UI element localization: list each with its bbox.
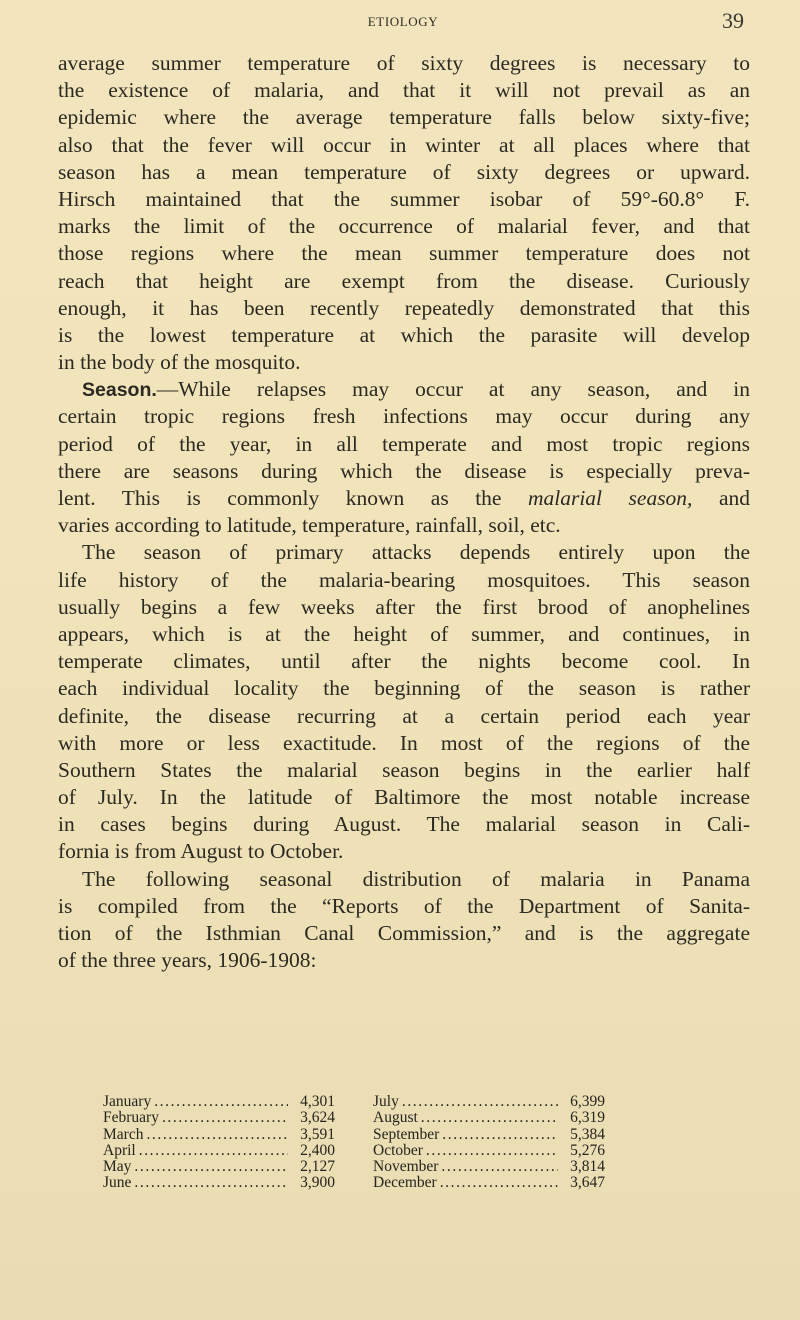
table-column-right [373, 1094, 605, 1192]
table-row [373, 1127, 605, 1143]
dot-leader [440, 1175, 558, 1191]
month-label: April [103, 1141, 136, 1159]
dot-leader [134, 1159, 288, 1175]
text-fragment: and [692, 486, 750, 510]
table-row [103, 1094, 335, 1110]
text-line: Hirsch maintained that the summer isobar of 59°-60.8° F. [58, 186, 750, 211]
table-row [103, 1159, 335, 1175]
case-count: 6,399 [570, 1093, 605, 1110]
text-line: appears, which is at the height of summer, and continues, in [58, 621, 750, 646]
dot-leader [146, 1127, 288, 1143]
case-count: 3,624 [300, 1109, 335, 1127]
text-line: fornia is from August to October. [58, 839, 344, 864]
table-row [373, 1094, 605, 1110]
text-line: definite, the disease recurring at a certain period each year [58, 703, 750, 728]
text-line: season has a mean temperature of sixty degrees or upward. [58, 159, 750, 184]
dot-leader [139, 1143, 288, 1159]
case-count: 3,591 [300, 1125, 335, 1143]
table-row [373, 1110, 605, 1126]
case-count: 5,276 [570, 1141, 605, 1159]
text-line: also that the fever will occur in winter at all places where that [58, 132, 750, 157]
month-label: September [373, 1125, 440, 1143]
case-count: 5,384 [570, 1125, 605, 1143]
dot-leader [162, 1110, 288, 1126]
text-line: varies according to latitude, temperature, rainfall, soil, etc. [58, 513, 561, 538]
dot-leader [421, 1110, 558, 1126]
month-label: July [373, 1093, 399, 1110]
case-count: 3,900 [300, 1174, 335, 1192]
text-line: reach that height are exempt from the disease. Curiously [58, 268, 750, 293]
body-text [58, 50, 750, 974]
running-title: ETIOLOGY [367, 14, 439, 29]
table-column-left [103, 1094, 335, 1192]
italic-term: malarial season, [527, 486, 693, 510]
table-row [103, 1143, 335, 1159]
table-row [103, 1127, 335, 1143]
table-row [373, 1159, 605, 1175]
text-line: The season of primary attacks depends entirely upon the [82, 540, 750, 565]
case-count: 3,647 [570, 1174, 605, 1192]
text-line: of July. In the latitude of Baltimore the most notable increase [58, 785, 750, 810]
text-line [58, 485, 750, 512]
case-count: 6,319 [570, 1109, 605, 1127]
dot-leader [134, 1175, 288, 1191]
text-line: each individual locality the beginning of the season is rather [58, 676, 750, 701]
dot-leader [442, 1127, 558, 1143]
text-line: tion of the Isthmian Canal Commission,” and is the aggregate [58, 921, 750, 945]
dot-leader [154, 1094, 288, 1110]
text-line: there are seasons during which the disease is especially preva- [58, 458, 750, 483]
text-line: is compiled from the “Reports of the Department of Sanita- [58, 893, 750, 918]
text-line: of the three years, 1906-1908: [58, 948, 317, 973]
dot-leader [441, 1159, 558, 1175]
month-label: May [103, 1158, 132, 1176]
month-label: November [373, 1158, 439, 1176]
case-count: 4,301 [300, 1093, 335, 1110]
text-line: in the body of the mosquito. [58, 350, 301, 375]
text-line: period of the year, in all temperate and most tropic regions [58, 431, 750, 456]
text-line: marks the limit of the occurrence of malarial fever, and that [58, 214, 750, 239]
text-line: usually begins a few weeks after the first brood of anophelines [58, 594, 750, 619]
text-line: those regions where the mean summer temperature does not [58, 241, 750, 266]
table-row [103, 1110, 335, 1126]
text-line: in cases begins during August. The malarial season in Cali- [58, 812, 750, 837]
case-count: 2,127 [300, 1158, 335, 1176]
dot-leader [426, 1143, 558, 1159]
table-row [373, 1175, 605, 1191]
month-label: June [103, 1174, 132, 1192]
season-paragraph-first-line [58, 376, 750, 403]
page-number: 39 [722, 8, 744, 33]
text-fragment: —While relapses may occur at any season, and in [156, 377, 750, 402]
section-heading-season: Season. [82, 379, 157, 402]
case-count: 2,400 [300, 1141, 335, 1159]
month-label: January [103, 1093, 152, 1110]
text-line: epidemic where the average temperature falls below sixty-five; [58, 105, 750, 130]
text-line: life history of the malaria-bearing mosquitoes. This season [58, 567, 750, 592]
month-label: February [103, 1109, 159, 1127]
text-line: average summer temperature of sixty degrees is necessary to [58, 51, 750, 75]
text-line: temperate climates, until after the nights become cool. In [58, 649, 750, 674]
case-count: 3,814 [570, 1158, 605, 1176]
text-line: Southern States the malarial season begins in the earlier half [58, 757, 750, 782]
text-line: certain tropic regions fresh infections may occur during any [58, 404, 750, 429]
month-label: October [373, 1141, 423, 1159]
month-label: December [373, 1174, 437, 1192]
text-fragment: lent. This is commonly known as the [58, 486, 528, 510]
table-row [373, 1143, 605, 1159]
text-line: with more or less exactitude. In most of the regions of the [58, 730, 750, 755]
month-label: August [373, 1109, 418, 1127]
table-row [103, 1175, 335, 1191]
month-label: March [103, 1125, 144, 1143]
text-line: enough, it has been recently repeatedly demonstrated that this [58, 295, 750, 320]
running-head [58, 8, 748, 38]
dot-leader [402, 1094, 558, 1110]
text-line: The following seasonal distribution of malaria in Panama [82, 866, 750, 891]
text-line: is the lowest temperature at which the parasite will develop [58, 322, 750, 347]
text-line: the existence of malaria, and that it will not prevail as an [58, 78, 750, 103]
